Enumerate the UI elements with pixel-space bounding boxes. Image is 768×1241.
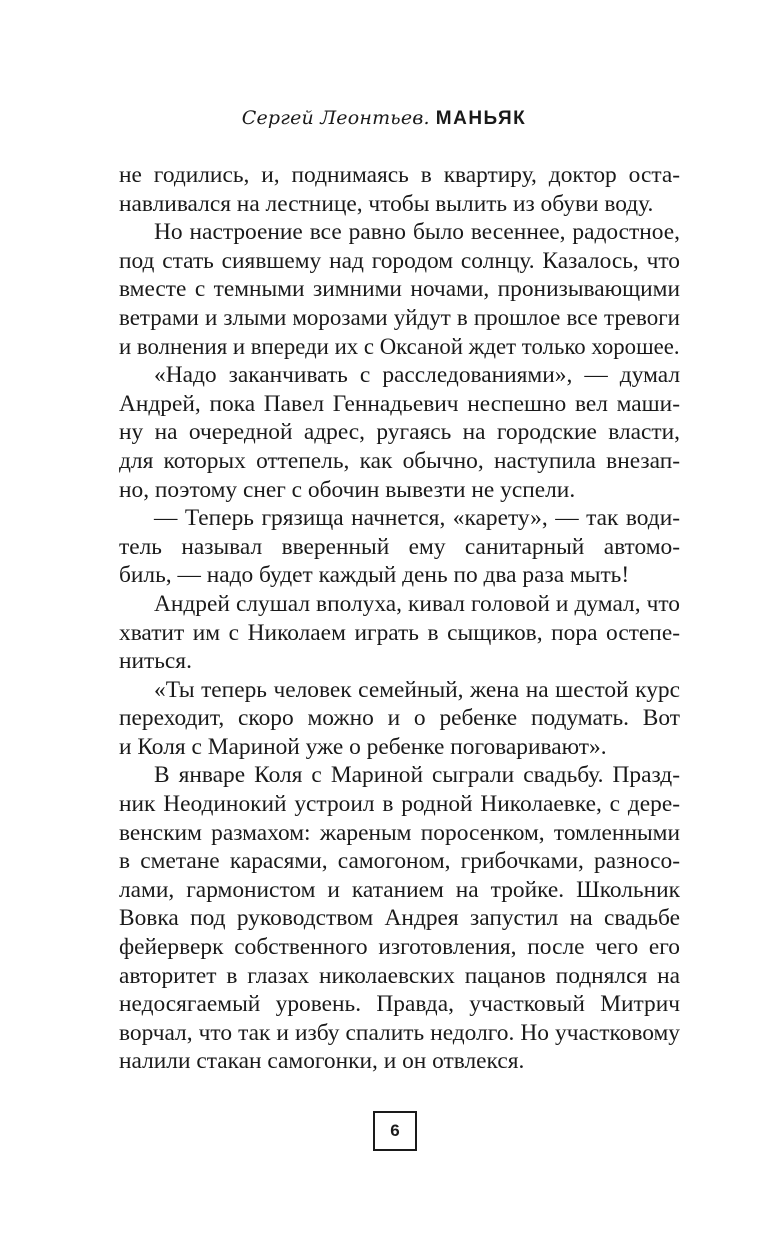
text-line: биль, — надо будет каждый день по два раза мыть! [119,562,630,589]
text-line: Андрей, пока Павел Геннадьевич неспешно вел маши- [119,390,680,417]
text-line: Но настроение все равно было весеннее, радостное, [154,219,680,246]
text-line: «Надо заканчивать с расследованиями», — думал [154,362,680,389]
text-line: В январе Коля с Мариной сыграли свадьбу. Празд- [154,762,680,789]
author-name: Сергей Леонтьев. [241,107,430,129]
text-line: ну на очередной адрес, ругаясь на городские власти, [119,419,680,446]
text-line: ниться. [119,648,192,675]
text-line: венским размахом: жареным поросенком, томленными [119,819,680,846]
text-line: — Теперь грязища начнется, «карету», — так води- [154,505,680,532]
text-line: фейерверк собственного изготовления, после чего его [119,934,680,961]
text-line: лами, гармонистом и катанием на тройке. Школьник [119,876,680,903]
text-line: но, поэтому снег с обочин вывезти не успели. [119,476,576,503]
body-text [119,161,680,1076]
text-line: в сметане карасями, самогоном, грибочками, разносо- [119,848,680,875]
page-number [373,1111,417,1151]
text-line: переходит, скоро можно и о ребенке подумать. Вот [119,705,680,732]
text-line: вместе с темными зимними ночами, пронизывающими [119,276,680,303]
text-line: Вовка под руководством Андрея запустил на свадьбе [119,905,680,932]
text-line: «Ты теперь человек семейный, жена на шестой курс [154,676,680,703]
text-line: хватит им с Николаем играть в сыщиков, пора остепе- [119,619,680,646]
text-line: под стать сиявшему над городом солнцу. Казалось, что [119,247,680,274]
text-line: тель называл вверенный ему санитарный автомо- [119,533,680,560]
book-title: МАНЬЯК [435,108,527,129]
text-line: навливался на лестнице, чтобы вылить из обуви воду. [119,190,654,217]
text-line: авторитет в глазах николаевских пацанов поднялся на [119,962,680,989]
text-line: недосягаемый уровень. Правда, участковый Митрич [119,991,680,1018]
text-line: ветрами и злыми морозами уйдут в прошлое все тревоги [119,304,680,330]
text-line: не годились, и, поднимаясь в квартиру, доктор оста- [119,162,680,188]
text-line: ник Неодинокий устроил в родной Николаевке, с дере- [119,791,680,818]
text-line: и Коля с Мариной уже о ребенке поговаривают». [119,733,607,760]
running-header [0,104,768,133]
text-line: и волнения и впереди их с Оксаной ждет только хорошее. [119,333,680,359]
text-line: налили стакан самогонки, и он отвлекся. [119,1048,525,1075]
page-number-label: 6 [390,1121,400,1140]
text-line: для которых оттепель, как обычно, наступила внезап- [119,447,680,474]
text-line: ворчал, что так и избу спалить недолго. Но участковому [119,1019,680,1046]
text-line: Андрей слушал вполуха, кивал головой и думал, что [154,590,680,617]
